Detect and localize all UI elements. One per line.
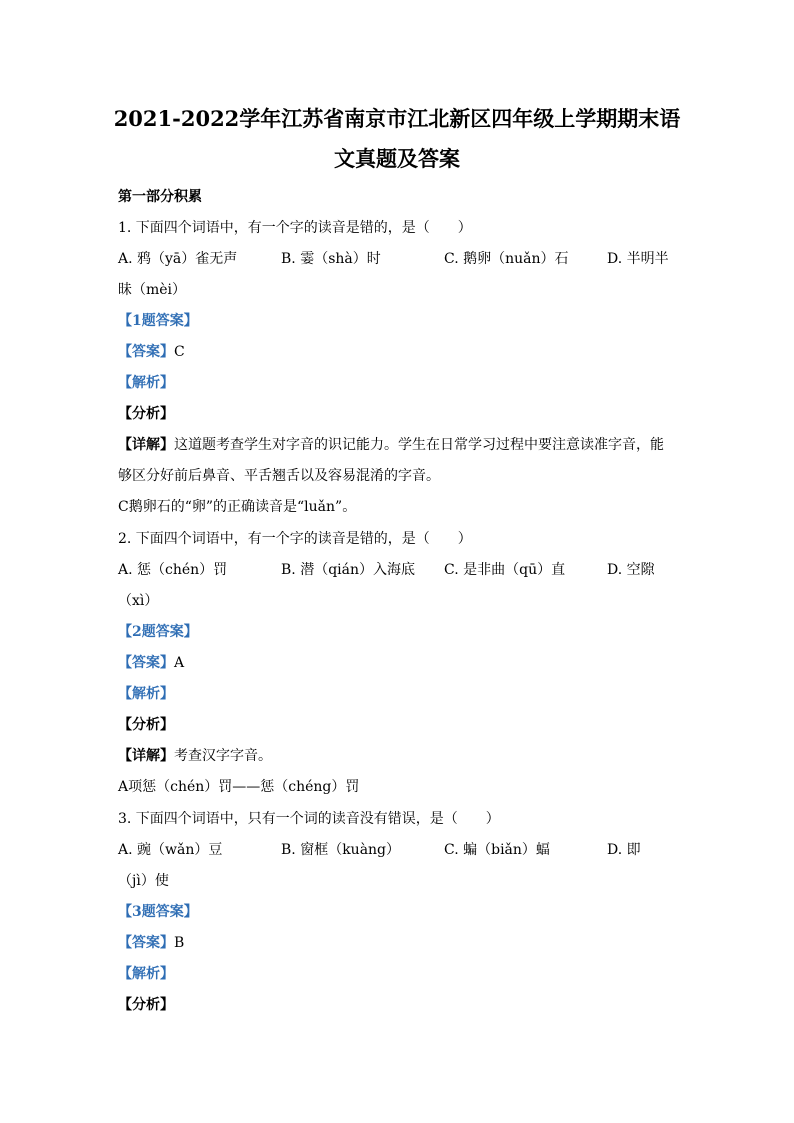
q3-option-d: D. 即 — [607, 842, 641, 858]
q2-answer — [118, 654, 184, 672]
q3-option-b: B. 窗框（kuàng） — [281, 842, 401, 858]
answer-label: 【答案】 — [118, 935, 174, 951]
q1-option-b: B. 霎（shà）时 — [281, 251, 381, 267]
q2-tag: 【2题答案】 — [118, 624, 198, 640]
q3-tag: 【3题答案】 — [118, 904, 198, 920]
q1-option-d: D. 半明半 — [607, 251, 669, 267]
q3-answer — [118, 934, 184, 952]
q2-fenxi: 【分析】 — [118, 717, 174, 733]
answer-value: B — [174, 935, 185, 951]
q2-detail-line-2: A项惩（chén）罚——惩（chéng）罚 — [118, 779, 360, 795]
q2-stem: 2. 下面四个词语中，有一个字的读音是错的，是（ ） — [118, 531, 472, 547]
q3-option-d-continued: （jì）使 — [118, 873, 169, 889]
q1-fenxi: 【分析】 — [118, 406, 174, 422]
q1-option-c: C. 鹅卵（nuǎn）石 — [444, 251, 569, 267]
q2-jiexi: 【解析】 — [118, 686, 174, 702]
q1-detail-line-1 — [118, 436, 664, 454]
q1-option-d-continued: 昧（mèi） — [118, 282, 187, 298]
answer-value: C — [174, 344, 185, 360]
title-line-1: 2021-2022学年江苏省南京市江北新区四年级上学期期末语 — [113, 106, 681, 131]
detail-text: 这道题考查学生对字音的识记能力。学生在日常学习过程中要注意读准字音，能 — [174, 437, 664, 453]
q3-option-a: A. 豌（wǎn）豆 — [118, 842, 223, 858]
q1-tag: 【1题答案】 — [118, 313, 198, 329]
q3-option-c: C. 蝙（biǎn）蝠 — [444, 842, 550, 858]
q3-fenxi: 【分析】 — [118, 997, 174, 1013]
q2-option-c: C. 是非曲（qū）直 — [444, 562, 566, 578]
detail-text: 考查汉字字音。 — [174, 748, 272, 764]
q2-option-d: D. 空隙 — [607, 562, 655, 578]
detail-label: 【详解】 — [118, 748, 174, 764]
title-line-2: 文真题及答案 — [334, 146, 460, 171]
q2-detail-line-1 — [118, 747, 272, 765]
q1-stem: 1. 下面四个词语中，有一个字的读音是错的，是（ ） — [118, 220, 472, 236]
q3-stem: 3. 下面四个词语中，只有一个词的读音没有错误，是（ ） — [118, 811, 500, 827]
answer-label: 【答案】 — [118, 655, 174, 671]
detail-label: 【详解】 — [118, 437, 174, 453]
q1-option-a: A. 鸦（yā）雀无声 — [118, 251, 238, 267]
q1-detail-line-3: C鹅卵石的“卵”的正确读音是“luǎn”。 — [118, 499, 357, 515]
q2-option-d-continued: （xì） — [118, 593, 159, 609]
q3-jiexi: 【解析】 — [118, 966, 174, 982]
answer-value: A — [174, 655, 185, 671]
answer-label: 【答案】 — [118, 344, 174, 360]
q1-answer — [118, 343, 185, 361]
q2-option-b: B. 潜（qián）入海底 — [281, 562, 415, 578]
q1-detail-line-2: 够区分好前后鼻音、平舌翘舌以及容易混淆的字音。 — [118, 468, 440, 484]
q2-option-a: A. 惩（chén）罚 — [118, 562, 228, 578]
q1-jiexi: 【解析】 — [118, 375, 174, 391]
section-heading: 第一部分积累 — [118, 189, 202, 205]
